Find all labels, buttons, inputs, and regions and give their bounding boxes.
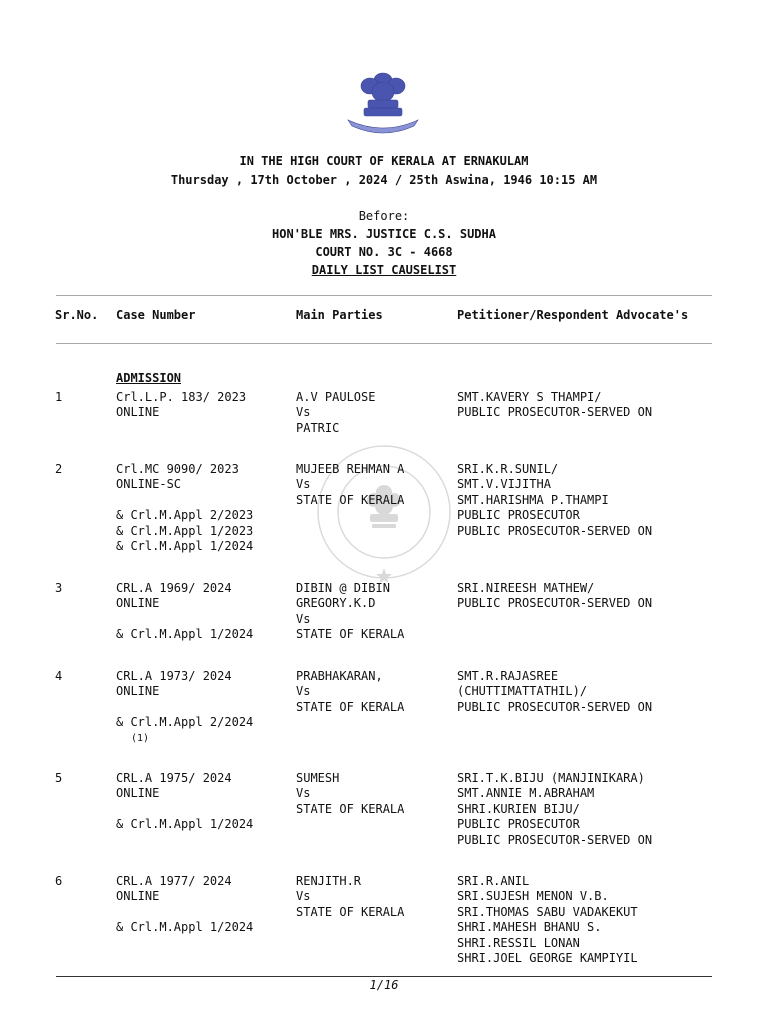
sr-no: 3	[55, 581, 63, 595]
advocates: SMT.R.RAJASREE (CHUTTIMATTATHIL)/ PUBLIC PROSECUTOR-SERVED ON	[457, 669, 653, 714]
state-emblem-icon	[344, 70, 422, 134]
advocates: SMT.KAVERY S THAMPI/ PUBLIC PROSECUTOR-SERVED ON	[457, 390, 653, 420]
footer-rule	[56, 976, 712, 977]
advocates: SRI.NIREESH MATHEW/ PUBLIC PROSECUTOR-SERVED ON	[457, 581, 653, 611]
col-head-case: Case Number	[116, 308, 196, 322]
date-line: Thursday , 17th October , 2024 / 25th Aswina, 1946 10:15 AM	[170, 173, 598, 187]
case-note: (1)	[131, 732, 150, 744]
col-head-advocates: Petitioner/Respondent Advocate's	[457, 308, 689, 322]
advocates: SRI.T.K.BIJU (MANJINIKARA) SMT.ANNIE M.ABRAHAM SHRI.KURIEN BIJU/ PUBLIC PROSECUTOR PUBLIC PROSECUTOR-SERVED ON	[457, 771, 653, 847]
sr-no: 6	[55, 874, 63, 888]
sr-no: 1	[55, 390, 63, 404]
court-number: COURT NO. 3C - 4668	[315, 245, 453, 259]
advocates: SRI.R.ANIL SRI.SUJESH MENON V.B. SRI.THOMAS SABU VADAKEKUT SHRI.MAHESH BHANU S. SHRI.RESSIL LONAN SHRI.JOEL GEORGE KAMPIYIL	[457, 874, 638, 966]
col-head-parties: Main Parties	[296, 308, 383, 322]
section-heading: ADMISSION	[116, 371, 182, 385]
col-head-sr: Sr.No.	[55, 308, 99, 322]
sr-no: 5	[55, 771, 63, 785]
main-parties: DIBIN @ DIBIN GREGORY.K.D Vs STATE OF KERALA	[296, 581, 405, 642]
main-parties: A.V PAULOSE Vs PATRIC	[296, 390, 376, 435]
main-parties: SUMESH Vs STATE OF KERALA	[296, 771, 405, 816]
list-title: DAILY LIST CAUSELIST	[311, 263, 457, 277]
sr-no: 2	[55, 462, 63, 476]
case-number: CRL.A 1973/ 2024 ONLINE & Crl.M.Appl 2/2024	[116, 669, 254, 730]
main-parties: RENJITH.R Vs STATE OF KERALA	[296, 874, 405, 919]
case-number: Crl.L.P. 183/ 2023 ONLINE	[116, 390, 247, 420]
case-number: CRL.A 1975/ 2024 ONLINE & Crl.M.Appl 1/2024	[116, 771, 254, 832]
main-parties: PRABHAKARAN, Vs STATE OF KERALA	[296, 669, 405, 714]
page-number: 1/16	[369, 978, 399, 992]
case-number: CRL.A 1969/ 2024 ONLINE & Crl.M.Appl 1/2024	[116, 581, 254, 642]
header-rule-bottom	[56, 343, 712, 344]
case-number: CRL.A 1977/ 2024 ONLINE & Crl.M.Appl 1/2024	[116, 874, 254, 935]
header-rule-top	[56, 295, 712, 296]
sr-no: 4	[55, 669, 63, 683]
main-parties: MUJEEB REHMAN A Vs STATE OF KERALA	[296, 462, 405, 507]
before-label: Before:	[358, 209, 410, 223]
advocates: SRI.K.R.SUNIL/ SMT.V.VIJITHA SMT.HARISHMA P.THAMPI PUBLIC PROSECUTOR PUBLIC PROSECUTOR-SERVED ON	[457, 462, 653, 538]
case-number: Crl.MC 9090/ 2023 ONLINE-SC & Crl.M.Appl 2/2023 & Crl.M.Appl 1/2023 & Crl.M.Appl 1/2024	[116, 462, 254, 554]
court-name: IN THE HIGH COURT OF KERALA AT ERNAKULAM	[239, 154, 529, 168]
judge-name: HON'BLE MRS. JUSTICE C.S. SUDHA	[272, 227, 496, 241]
